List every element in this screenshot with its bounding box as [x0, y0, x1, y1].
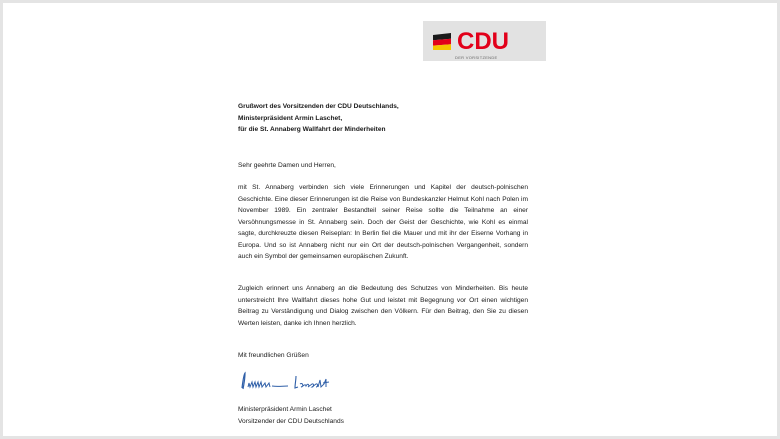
- title-line: Grußwort des Vorsitzenden der CDU Deutschlands,: [238, 103, 399, 110]
- logo-subtitle: DER VORSITZENDE: [455, 55, 498, 60]
- german-flag-icon: [431, 33, 453, 50]
- paragraph: Zugleich erinnert uns Annaberg an die Bedeutung des Schutzes von Minderheiten. Bis heute unterstreicht Ihre Wallfahrt dieses hohe Gut und leistet mit Begegnung vor Ort einen wichtigen Beitrag zu Verständigung und Dialog zwischen den Völkern. Für den Beitrag, den Sie zu diesen Werten leisten, danke ich Ihnen herzlich.: [238, 285, 528, 327]
- closing: Mit freundlichen Grüßen: [238, 352, 309, 359]
- salutation: Sehr geehrte Damen und Herren,: [238, 162, 336, 169]
- title-line: Ministerpräsident Armin Laschet,: [238, 114, 343, 122]
- signer-block: [238, 404, 528, 427]
- letter-title: [238, 101, 528, 136]
- handwritten-signature: [238, 370, 368, 394]
- signer-line: Ministerpräsident Armin Laschet: [238, 406, 332, 413]
- signer-line: Vorsitzender der CDU Deutschlands: [238, 417, 344, 425]
- title-line: für die St. Annaberg Wallfahrt der Minderheiten: [238, 126, 386, 133]
- cdu-logo-text: CDU: [457, 28, 509, 55]
- paragraph: mit St. Annaberg verbinden sich viele Erinnerungen und Kapitel der deutsch-polnischen Geschichte. Eine dieser Erinnerungen ist die Reise von Bundeskanzler Helmut Kohl nach Polen im November 1989. Ein zentraler Bestandteil seiner Reise sollte die Teilnahme an einer Versöhnungsmesse in St. Annaberg sein. Doch der Geist der Geschichte, wie Kohl es einmal sagte, durchkreuzte diesen Reiseplan: In Berlin fiel die Mauer und mit ihr der Eiserne Vorhang in Europa. Und so ist Annaberg nicht nur ein Ort der deutsch-polnischen Vergangenheit, sondern auch ein Symbol der gemeinsamen europäischen Zukunft.: [238, 184, 528, 260]
